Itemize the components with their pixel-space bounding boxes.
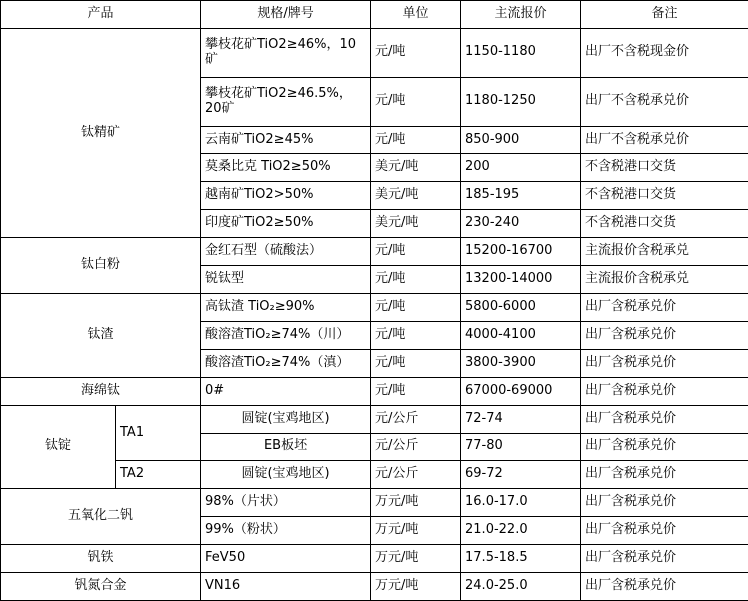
price-cell: 15200-16700 [461,238,581,266]
unit-cell: 元/吨 [371,238,461,266]
spec-cell: 金红石型（硫酸法） [201,238,371,266]
note-cell: 出厂含税承兑价 [581,545,748,573]
spec-cell: VN16 [201,573,371,601]
spec-cell: 越南矿TiO2>50% [201,182,371,210]
note-cell: 出厂含税承兑价 [581,461,748,489]
grade-cell: TA1 [116,405,201,461]
spec-cell: 99%（粉状） [201,517,371,545]
unit-cell: 万元/吨 [371,489,461,517]
note-cell: 出厂含税承兑价 [581,321,748,349]
note-cell: 出厂不含税现金价 [581,28,748,77]
price-cell: 4000-4100 [461,321,581,349]
header-note: 备注 [581,1,748,29]
header-price: 主流报价 [461,1,581,29]
unit-cell: 元/公斤 [371,461,461,489]
unit-cell: 元/公斤 [371,433,461,461]
note-cell: 出厂含税承兑价 [581,433,748,461]
price-cell: 185-195 [461,182,581,210]
spec-cell: 0# [201,377,371,405]
spec-cell: 圆锭(宝鸡地区) [201,461,371,489]
category-cell: 钒氮合金 [1,573,201,601]
unit-cell: 元/吨 [371,349,461,377]
price-cell: 3800-3900 [461,349,581,377]
category-cell: 钛锭 [1,405,116,489]
table-header-row [1,1,748,29]
note-cell: 出厂含税承兑价 [581,349,748,377]
note-cell: 出厂不含税承兑价 [581,126,748,154]
table-row [1,545,748,573]
grade-cell: TA2 [116,461,201,489]
category-cell: 钛精矿 [1,28,201,237]
price-cell: 69-72 [461,461,581,489]
spec-cell: 酸溶渣TiO₂≥74%（川） [201,321,371,349]
table-row [1,377,748,405]
note-cell: 出厂含税承兑价 [581,377,748,405]
note-cell: 出厂含税承兑价 [581,489,748,517]
note-cell: 出厂含税承兑价 [581,573,748,601]
unit-cell: 元/吨 [371,293,461,321]
unit-cell: 元/吨 [371,321,461,349]
table-row [1,293,748,321]
spec-cell: 攀枝花矿TiO2≥46%，10矿 [201,28,371,77]
price-cell: 17.5-18.5 [461,545,581,573]
note-cell: 主流报价含税承兑 [581,238,748,266]
unit-cell: 美元/吨 [371,182,461,210]
price-cell: 200 [461,154,581,182]
unit-cell: 万元/吨 [371,517,461,545]
spec-cell: 印度矿TiO2≥50% [201,210,371,238]
table-row [1,573,748,601]
spec-cell: 攀枝花矿TiO2≥46.5%，20矿 [201,77,371,126]
spec-cell: 圆锭(宝鸡地区) [201,405,371,433]
spec-cell: 锐钛型 [201,266,371,294]
unit-cell: 元/吨 [371,126,461,154]
table-row [1,489,748,517]
note-cell: 出厂含税承兑价 [581,405,748,433]
price-cell: 77-80 [461,433,581,461]
price-cell: 24.0-25.0 [461,573,581,601]
category-cell: 五氧化二钒 [1,489,201,545]
category-cell: 海绵钛 [1,377,201,405]
price-cell: 230-240 [461,210,581,238]
header-unit: 单位 [371,1,461,29]
table-row [1,405,748,433]
price-cell: 850-900 [461,126,581,154]
note-cell: 出厂含税承兑价 [581,293,748,321]
price-cell: 1180-1250 [461,77,581,126]
spec-cell: 莫桑比克 TiO2≥50% [201,154,371,182]
header-spec: 规格/牌号 [201,1,371,29]
note-cell: 不含税港口交货 [581,154,748,182]
price-cell: 13200-14000 [461,266,581,294]
unit-cell: 美元/吨 [371,154,461,182]
note-cell: 主流报价含税承兑 [581,266,748,294]
spec-cell: 98%（片状） [201,489,371,517]
unit-cell: 元/吨 [371,266,461,294]
spec-cell: 云南矿TiO2≥45% [201,126,371,154]
spec-cell: 酸溶渣TiO₂≥74%（滇） [201,349,371,377]
price-cell: 21.0-22.0 [461,517,581,545]
price-cell: 72-74 [461,405,581,433]
price-cell: 16.0-17.0 [461,489,581,517]
unit-cell: 万元/吨 [371,545,461,573]
price-cell: 5800-6000 [461,293,581,321]
category-cell: 钛渣 [1,293,201,377]
unit-cell: 元/吨 [371,377,461,405]
header-product: 产品 [1,1,201,29]
spec-cell: 高钛渣 TiO₂≥90% [201,293,371,321]
price-cell: 67000-69000 [461,377,581,405]
table-row [1,28,748,77]
unit-cell: 元/吨 [371,28,461,77]
unit-cell: 万元/吨 [371,573,461,601]
table-row [1,238,748,266]
category-cell: 钒铁 [1,545,201,573]
note-cell: 出厂含税承兑价 [581,517,748,545]
unit-cell: 美元/吨 [371,210,461,238]
note-cell: 不含税港口交货 [581,182,748,210]
unit-cell: 元/公斤 [371,405,461,433]
spec-cell: FeV50 [201,545,371,573]
note-cell: 不含税港口交货 [581,210,748,238]
spec-cell: EB板坯 [201,433,371,461]
price-cell: 1150-1180 [461,28,581,77]
unit-cell: 元/吨 [371,77,461,126]
note-cell: 出厂不含税承兑价 [581,77,748,126]
category-cell: 钛白粉 [1,238,201,294]
